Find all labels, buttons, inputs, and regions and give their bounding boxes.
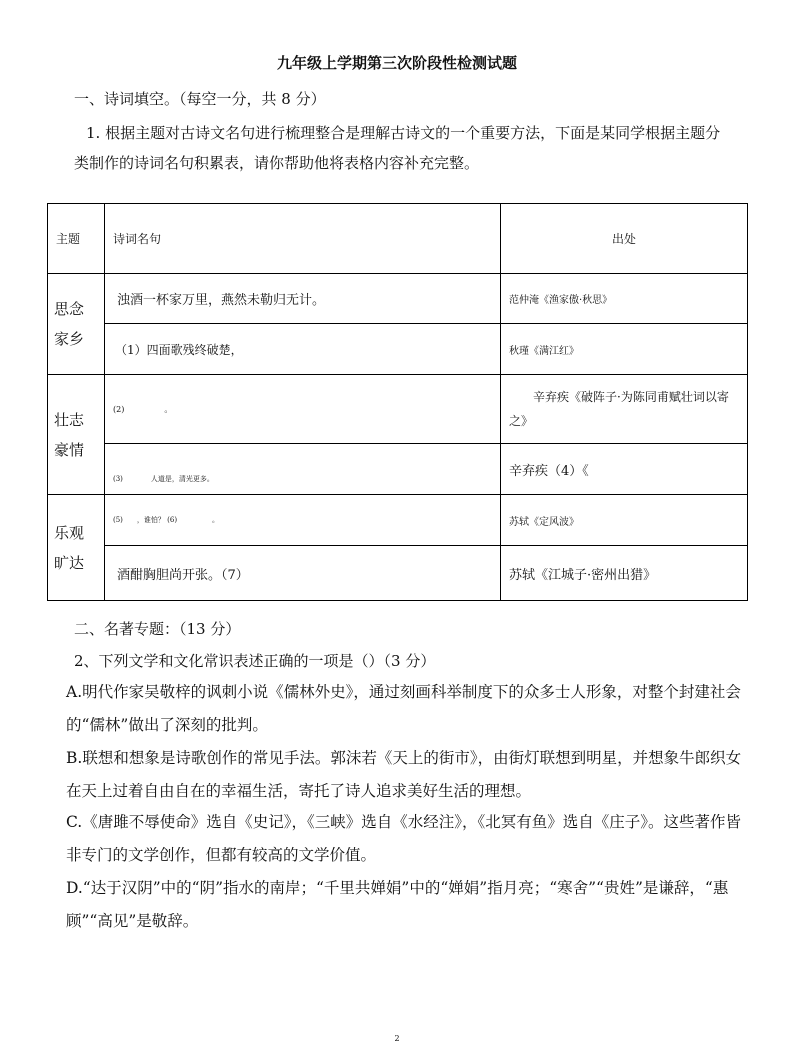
theme-label: 思念家乡 bbox=[54, 300, 85, 348]
source-cell: 秋瑾《满江红》 bbox=[501, 324, 748, 375]
verse-cell: (3) 人道是，清光更多。 bbox=[105, 444, 501, 495]
source-cell: 辛弃疾（4）《 bbox=[501, 444, 748, 495]
verse-cell: (2) 。 bbox=[105, 375, 501, 444]
section-1-heading: 一、诗词填空。（每空一分，共 8 分） bbox=[74, 90, 326, 108]
theme-cell bbox=[48, 495, 105, 601]
question-2-stem: 2、下列文学和文化常识表述正确的一项是（）（3 分） bbox=[74, 652, 436, 670]
source-cell: 苏轼《定风波》 bbox=[501, 495, 748, 546]
option-d: D.“达于汉阴”中的“阴”指水的南岸；“千里共婵娟”中的“婵娟”指月亮；“寒舍”“贵姓”是谦辞，“惠顾”“高见”是敬辞。 bbox=[66, 879, 729, 930]
source-cell: 苏轼《江城子·密州出猎》 bbox=[501, 546, 748, 601]
header-verse: 诗词名句 bbox=[105, 204, 501, 274]
theme-cell bbox=[48, 274, 105, 375]
verse-cell: （1）四面歌残终破楚， bbox=[105, 324, 501, 375]
question-1-line-1: 1. 根据主题对古诗文名句进行梳理整合是理解古诗文的一个重要方法，下面是某同学根据主题分 bbox=[86, 124, 721, 142]
poetry-table bbox=[47, 203, 748, 601]
verse-cell: 酒酣胸胆尚开张。（7） bbox=[105, 546, 501, 601]
option-c: C.《唐雎不辱使命》选自《史记》，《三峡》选自《水经注》，《北冥有鱼》选自《庄子》。这些著作皆非专门的文学创作，但都有较高的文学价值。 bbox=[66, 813, 741, 864]
option-b: B.联想和想象是诗歌创作的常见手法。郭沫若《天上的街市》，由街灯联想到明星，并想象牛郎织女在天上过着自由自在的幸福生活，寄托了诗人追求美好生活的理想。 bbox=[66, 749, 742, 800]
section-2-heading: 二、名著专题：（13 分） bbox=[74, 620, 241, 638]
source-cell: 辛弃疾《破阵子·为陈同甫赋壮词以寄之》 bbox=[501, 375, 748, 444]
page-number: 2 bbox=[394, 1034, 400, 1043]
header-source: 出处 bbox=[501, 204, 748, 274]
verse-cell: (5) ，谁怕？ (6) 。 bbox=[105, 495, 501, 546]
verse-cell: 浊酒一杯家万里，燕然未勒归无计。 bbox=[105, 274, 501, 324]
page-title: 九年级上学期第三次阶段性检测试题 bbox=[276, 54, 517, 72]
theme-label: 乐观旷达 bbox=[54, 523, 85, 572]
option-a: A.明代作家吴敬梓的讽刺小说《儒林外史》，通过刻画科举制度下的众多士人形象，对整个封建社会的“儒林”做出了深刻的批判。 bbox=[66, 683, 741, 734]
theme-label: 壮志豪情 bbox=[54, 410, 85, 459]
theme-cell bbox=[48, 375, 105, 495]
question-1-line-2: 类制作的诗词名句积累表，请你帮助他将表格内容补充完整。 bbox=[74, 154, 480, 172]
header-theme: 主题 bbox=[48, 204, 105, 274]
source-cell: 范仲淹《渔家傲·秋思》 bbox=[501, 274, 748, 324]
